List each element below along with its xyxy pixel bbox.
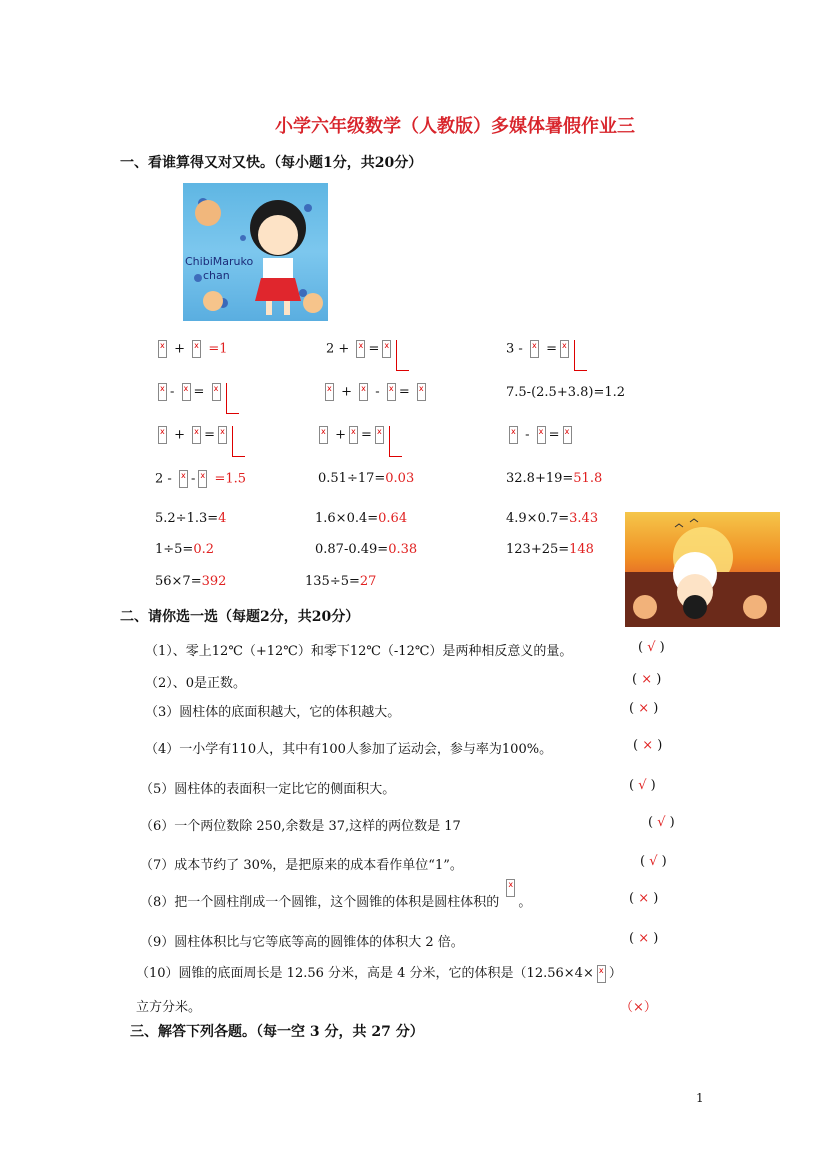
question-10-line2: 立方分米。	[136, 1000, 202, 1015]
calc-r3c1: x + x=x	[155, 426, 245, 457]
question-8: （8）把一个圆柱削成一个圆锥，这个圆锥的体积是圆柱体积的 x 。	[140, 891, 531, 910]
placeholder-image	[182, 383, 191, 401]
answer-6: ( √ )	[648, 815, 675, 830]
placeholder-image	[218, 426, 227, 444]
check-mark-icon: √	[647, 640, 656, 655]
placeholder-image	[158, 426, 167, 444]
question-10: （10）圆锥的底面周长是 12.56 分米，高是 4 分米，它的体积是（12.56×4×x ）	[136, 962, 622, 983]
placeholder-image	[375, 426, 384, 444]
answer-4: ( × )	[633, 738, 663, 753]
placeholder-image	[192, 340, 201, 358]
placeholder-image	[349, 426, 358, 444]
check-mark-icon: √	[638, 778, 647, 793]
calc-r4c3: 32.8+19=51.8	[506, 471, 603, 486]
placeholder-image	[387, 383, 396, 401]
calc-r3c3: x - x=x	[506, 426, 575, 444]
cross-mark-icon: ×	[638, 701, 650, 716]
placeholder-image	[563, 426, 572, 444]
calc-r2c3: 7.5-(2.5+3.8)=1.2	[506, 385, 626, 400]
maruko-safari-illustration	[625, 512, 780, 627]
question-6: （6）一个两位数除 250,余数是 37,这样的两位数是 17	[140, 819, 461, 834]
answer-line	[574, 340, 587, 371]
fraction-image	[506, 879, 515, 897]
answer-line	[232, 426, 245, 457]
fraction-image	[597, 965, 606, 983]
answer-7: ( √ )	[640, 854, 667, 869]
question-4: （4）一小学有110人，其中有100人参加了运动会，参与率为100%。	[145, 742, 553, 757]
placeholder-image	[212, 383, 221, 401]
maruko-illustration	[183, 183, 328, 321]
answer-line	[389, 426, 402, 457]
question-5: （5）圆柱体的表面积一定比它的侧面积大。	[140, 782, 396, 797]
answer-line	[396, 340, 409, 371]
logo-text: ChibiMaruko	[185, 255, 254, 268]
calc-r6c3: 123+25=148	[506, 542, 594, 557]
calc-r7c2: 135÷5=27	[305, 574, 377, 589]
answer-8: ( × )	[629, 891, 659, 906]
calc-r4c1: 2 - x -x =1.5	[155, 470, 246, 488]
calc-r5c2: 1.6×0.4=0.64	[315, 511, 408, 526]
placeholder-image	[325, 383, 334, 401]
calc-r6c2: 0.87-0.49=0.38	[315, 542, 418, 557]
placeholder-image	[319, 426, 328, 444]
question-2: （2）、0是正数。	[145, 676, 247, 691]
page-title: 小学六年级数学（人教版）多媒体暑假作业三	[275, 116, 635, 137]
cross-mark-icon: ×	[642, 738, 654, 753]
placeholder-image	[537, 426, 546, 444]
placeholder-image	[560, 340, 569, 358]
calc-r4c2: 0.51÷17=0.03	[318, 471, 415, 486]
check-mark-icon: √	[657, 815, 666, 830]
answer-10: （×）	[620, 1000, 657, 1015]
check-mark-icon: √	[649, 854, 658, 869]
answer-5: ( √ )	[629, 778, 656, 793]
cross-mark-icon: ×	[638, 891, 650, 906]
cross-mark-icon: ×	[638, 931, 650, 946]
placeholder-image	[158, 340, 167, 358]
calc-r7c1: 56×7=392	[155, 574, 227, 589]
calc-r2c1: x- x= x	[155, 383, 239, 414]
question-9: （9）圆柱体积比与它等底等高的圆锥体的体积大 2 倍。	[140, 935, 464, 950]
calc-r1c3: 3 - x =x	[506, 340, 587, 371]
question-7: （7）成本节约了 30%，是把原来的成本看作单位“1”。	[140, 858, 463, 873]
placeholder-image	[356, 340, 365, 358]
page-number: 1	[696, 1091, 704, 1105]
section2-heading: 二、请你选一选（每题2分，共20分）	[120, 609, 360, 625]
calc-r1c1: x + x =1	[155, 340, 227, 358]
answer-2: ( × )	[632, 672, 662, 687]
placeholder-image	[198, 470, 207, 488]
placeholder-image	[359, 383, 368, 401]
answer-9: ( × )	[629, 931, 659, 946]
placeholder-image	[417, 383, 426, 401]
question-3: （3）圆柱体的底面积越大，它的体积越大。	[145, 705, 401, 720]
calc-r5c1: 5.2÷1.3=4	[155, 511, 227, 526]
calc-r3c2: x +x =x	[316, 426, 402, 457]
placeholder-image	[192, 426, 201, 444]
calc-r1c2: 2 + x =x	[326, 340, 409, 371]
placeholder-image	[158, 383, 167, 401]
calc-r5c3: 4.9×0.7=3.43	[506, 511, 599, 526]
calc-r2c2: x + x - x= x	[322, 383, 429, 401]
placeholder-image	[530, 340, 539, 358]
calc-r6c1: 1÷5=0.2	[155, 542, 215, 557]
placeholder-image	[509, 426, 518, 444]
answer-3: ( × )	[629, 701, 659, 716]
section1-heading: 一、看谁算得又对又快。（每小题1分，共20分）	[120, 155, 423, 171]
cross-mark-icon: ×	[641, 672, 653, 687]
answer-line	[226, 383, 239, 414]
placeholder-image	[179, 470, 188, 488]
logo-text-2: chan	[203, 269, 230, 282]
placeholder-image	[382, 340, 391, 358]
question-1: （1）、零上12℃（+12℃）和零下12℃（-12℃）是两种相反意义的量。	[145, 644, 573, 659]
section3-heading: 三、解答下列各题。（每一空 3 分，共 27 分）	[130, 1024, 424, 1040]
answer-1: ( √ )	[638, 640, 665, 655]
